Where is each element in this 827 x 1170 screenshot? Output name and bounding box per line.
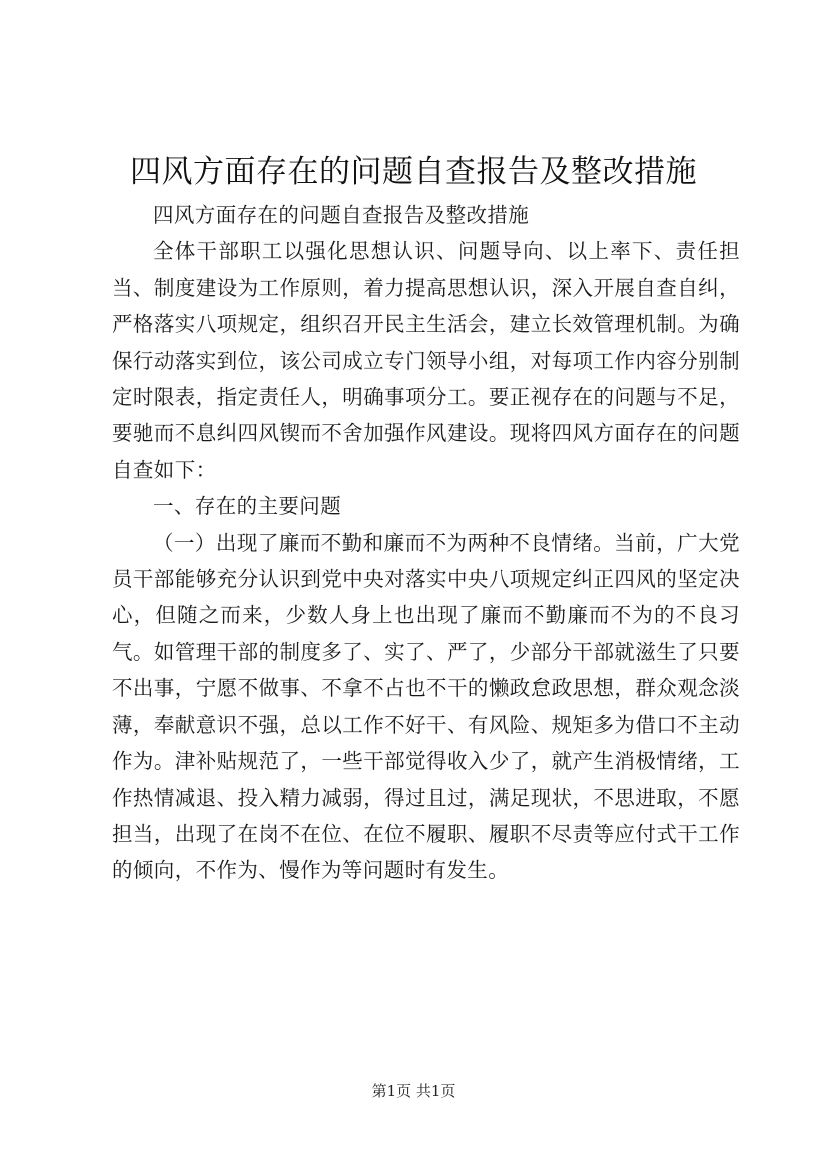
paragraph-intro: 全体干部职工以强化思想认识、问题导向、以上率下、责任担当、制度建设为工作原则，着力提高思想认识，深入开展自查自纠，严格落实八项规定，组织召开民主生活会，建立长效管理机制。为确保行动落实到位，该公司成立专门领导小组，对每项工作内容分别制定时限表，指定责任人，明确事项分工。要正视存在的问题与不足，要驰而不息纠四风锲而不舍加强作风建设。现将四风方面存在的问题自查如下： <box>112 239 740 482</box>
paragraph-subtitle: 四风方面存在的问题自查报告及整改措施 <box>153 203 530 227</box>
document-body <box>112 197 740 889</box>
section-heading: 一、存在的主要问题 <box>153 494 342 519</box>
page-footer: 第1页 共1页 <box>371 1082 456 1100</box>
paragraph-issue-1: （一）出现了廉而不勤和廉而不为两种不良情绪。当前，广大党员干部能够充分认识到党中央对落实中央八项规定纠正四风的坚定决心，但随之而来，少数人身上也出现了廉而不勤廉而不为的不良习气。如管理干部的制度多了、实了、严了，少部分干部就滋生了只要不出事，宁愿不做事、不拿不占也不干的懒政怠政思想，群众观念淡薄，奉献意识不强，总以工作不好干、有风险、规矩多为借口不主动作为。津补贴规范了，一些干部觉得收入少了，就产生消极情绪，工作热情减退、投入精力减弱，得过且过，满足现状，不思进取，不愿担当，出现了在岗不在位、在位不履职、履职不尽责等应付式干工作的倾向，不作为、慢作为等问题时有发生。 <box>112 530 740 883</box>
document-title: 四风方面存在的问题自查报告及整改措施 <box>130 154 697 190</box>
